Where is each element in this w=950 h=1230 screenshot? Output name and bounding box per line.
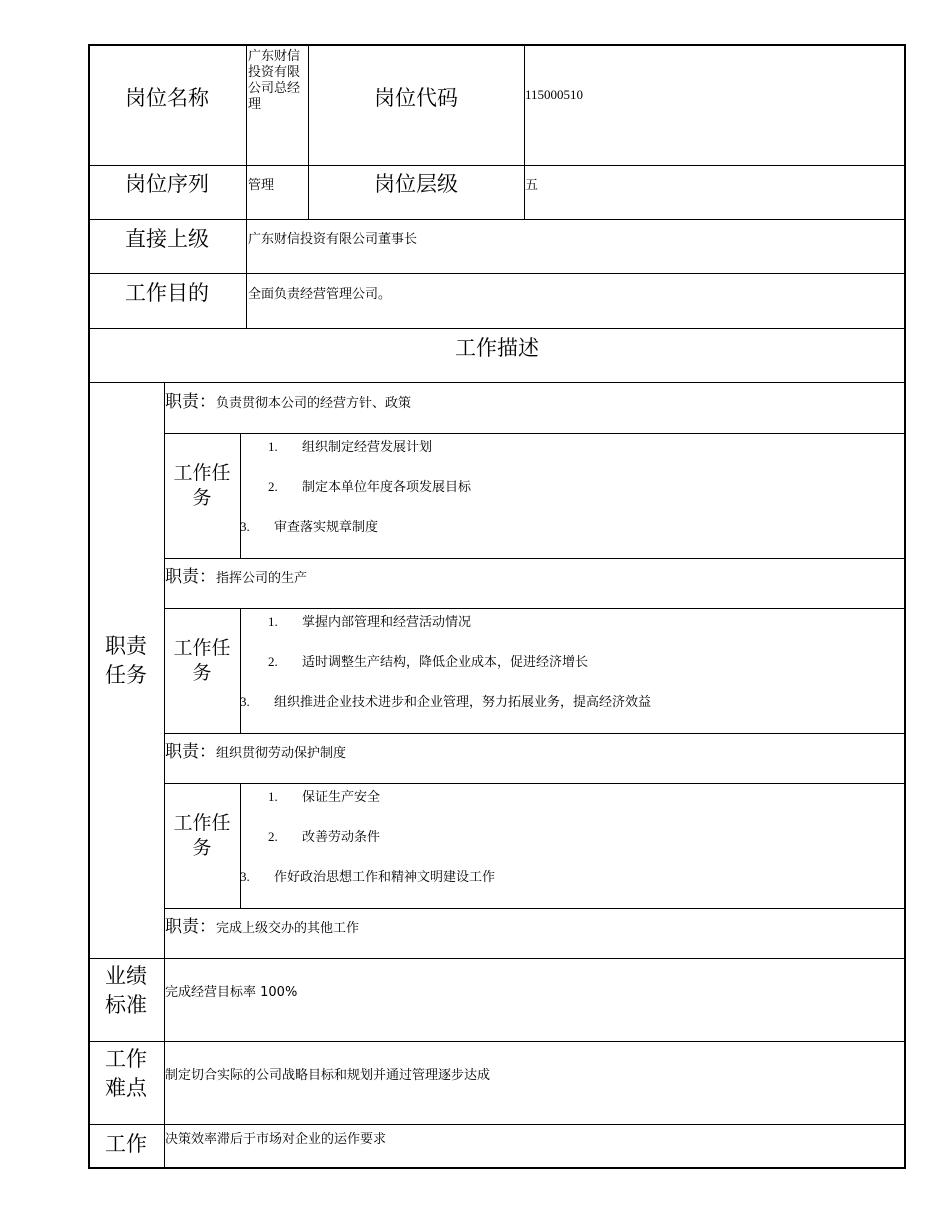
task-label xyxy=(164,461,240,511)
row-divider xyxy=(88,273,906,274)
superior-label: 直接上级 xyxy=(125,227,209,251)
col-divider xyxy=(240,608,241,733)
task-label-line1: 工作任 xyxy=(173,637,231,659)
post-name-label: 岗位名称 xyxy=(125,86,209,110)
duty-prefix: 职责： xyxy=(165,567,216,587)
post-name-value: 广东财信投资有限公司总经理 xyxy=(248,49,301,112)
post-code-value: 115000510 xyxy=(525,87,584,102)
task-item: 2. 改善劳动条件 xyxy=(268,829,381,845)
task-item: 3. 作好政治思想工作和精神文明建设工作 xyxy=(240,869,496,885)
col-divider xyxy=(246,44,247,328)
row-divider xyxy=(88,165,906,166)
task-item: 3. 组织推进企业技术进步和企业管理，努力拓展业务，提高经济效益 xyxy=(240,694,652,710)
work-label: 工作 xyxy=(105,1132,147,1156)
task-label-line1: 工作任 xyxy=(173,462,231,484)
task-item: 3. 审查落实规章制度 xyxy=(240,519,379,535)
row-divider xyxy=(88,328,906,329)
level-value: 五 xyxy=(525,178,539,193)
duty-2 xyxy=(165,562,307,587)
performance-label-line1: 业绩 xyxy=(105,964,147,988)
row-divider xyxy=(164,733,906,734)
difficulty-value: 制定切合实际的公司战略目标和规划并通过管理逐步达成 xyxy=(165,1068,491,1083)
work-value: 决策效率滞后于市场对企业的运作要求 xyxy=(165,1132,387,1147)
row-divider xyxy=(88,1124,906,1125)
difficulty-label xyxy=(88,1045,164,1103)
superior-value: 广东财信投资有限公司董事长 xyxy=(248,232,418,247)
level-label: 岗位层级 xyxy=(374,172,458,196)
section-title: 工作描述 xyxy=(455,336,539,360)
task-label-line2: 务 xyxy=(192,662,212,684)
duties-label-line1: 职责 xyxy=(105,634,147,658)
performance-value: 完成经营目标率 100% xyxy=(165,985,298,1000)
task-item: 1. 掌握内部管理和经营活动情况 xyxy=(268,614,472,630)
row-divider xyxy=(88,958,906,959)
row-divider xyxy=(88,382,906,383)
row-divider xyxy=(164,433,906,434)
duty-4 xyxy=(165,912,359,937)
duty-prefix: 职责： xyxy=(165,742,216,762)
duty-text: 指挥公司的生产 xyxy=(216,571,308,586)
row-divider xyxy=(88,1041,906,1042)
purpose-label: 工作目的 xyxy=(125,281,209,305)
duty-text: 完成上级交办的其他工作 xyxy=(216,921,360,936)
task-label-line2: 务 xyxy=(192,837,212,859)
job-description-table xyxy=(88,44,906,1169)
duty-text: 组织贯彻劳动保护制度 xyxy=(216,746,347,761)
task-item: 2. 适时调整生产结构，降低企业成本，促进经济增长 xyxy=(268,654,589,670)
difficulty-label-line2: 难点 xyxy=(105,1076,147,1100)
difficulty-label-line1: 工作 xyxy=(105,1047,147,1071)
task-item: 2. 制定本单位年度各项发展目标 xyxy=(268,479,472,495)
task-item: 1. 保证生产安全 xyxy=(268,789,381,805)
col-divider xyxy=(240,433,241,558)
post-code-label: 岗位代码 xyxy=(374,86,458,110)
duty-3 xyxy=(165,737,346,762)
task-label-line2: 务 xyxy=(192,487,212,509)
sequence-value: 管理 xyxy=(248,178,275,193)
sequence-label: 岗位序列 xyxy=(125,172,209,196)
row-divider xyxy=(164,558,906,559)
col-divider xyxy=(240,783,241,908)
duty-prefix: 职责： xyxy=(165,392,216,412)
duty-1 xyxy=(165,387,411,412)
row-divider xyxy=(164,608,906,609)
performance-label-line2: 标准 xyxy=(105,993,147,1017)
task-label xyxy=(164,636,240,686)
duty-prefix: 职责： xyxy=(165,917,216,937)
duties-label xyxy=(88,632,164,690)
duty-text: 负责贯彻本公司的经营方针、政策 xyxy=(216,396,412,411)
task-label-line1: 工作任 xyxy=(173,812,231,834)
performance-label xyxy=(88,962,164,1020)
row-divider xyxy=(164,908,906,909)
duties-label-line2: 任务 xyxy=(105,663,147,687)
task-item: 1. 组织制定经营发展计划 xyxy=(268,439,433,455)
row-divider xyxy=(88,219,906,220)
row-divider xyxy=(164,783,906,784)
purpose-value: 全面负责经营管理公司。 xyxy=(248,287,392,302)
task-label xyxy=(164,811,240,861)
